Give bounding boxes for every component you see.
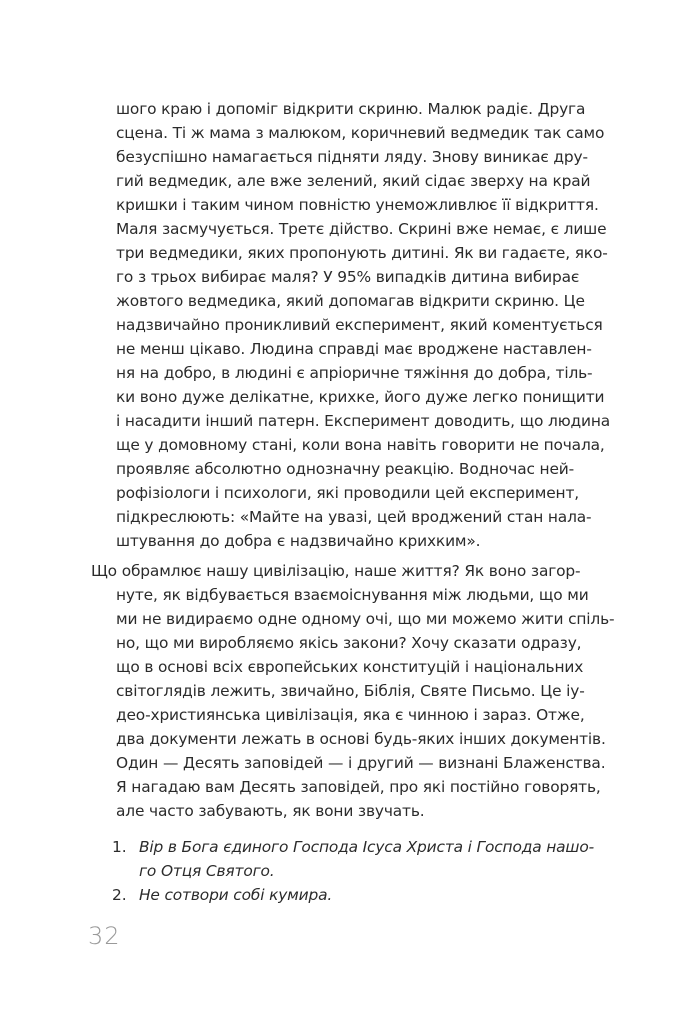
text-line: ки воно дуже делікатне, крихке, його дуже легко понищити <box>116 388 605 406</box>
text-line: штування до добра є надзвичайно крихким». <box>116 532 481 550</box>
text-line: но, що ми виробляємо якісь закони? Хочу сказати одразу, <box>116 634 582 652</box>
text-line: і насадити інший патерн. Експеримент доводить, що людина <box>116 412 611 430</box>
text-line: го з трьох вибирає маля? У 95% випадків дитина вибирає <box>116 268 580 286</box>
text-line: кришки і таким чином повністю унеможливлює її відкриття. <box>116 196 599 214</box>
text-line: світоглядів лежить, звичайно, Біблія, Святе Письмо. Це іу- <box>116 682 585 700</box>
text-line: підкреслюють: «Майте на увазі, цей вроджений стан нала- <box>116 508 592 526</box>
text-line: надзвичайно проникливий експеримент, який коментується <box>116 316 603 334</box>
text-line: ще у домовному стані, коли вона навіть говорити не почала, <box>116 436 605 454</box>
list-item-text: Вір в Бога єдиного Господа Ісуса Христа і Господа нашо- <box>139 838 595 856</box>
text-line: ня на добро, в людині є апріоричне тяжіння до добра, тіль- <box>116 364 593 382</box>
text-line: Маля засмучується. Третє дійство. Скрині вже немає, є лише <box>116 220 607 238</box>
text-line: ми не видираємо одне одному очі, що ми можемо жити спіль- <box>116 610 615 628</box>
text-line: проявляє абсолютно однозначну реакцію. Водночас ней- <box>116 460 575 478</box>
list-item-text: Не сотвори собі кумира. <box>139 886 333 904</box>
text-line: Один — Десять заповідей — і другий — визнані Блаженства. <box>116 754 606 772</box>
text-line: шого краю і допоміг відкрити скриню. Малюк радіє. Друга <box>116 100 586 118</box>
text-line: безуспішно намагається підняти ляду. Знову виникає дру- <box>116 148 588 166</box>
text-line: що в основі всіх європейських конституцій і національних <box>116 658 584 676</box>
text-line: гий ведмедик, але вже зелений, який сідає зверху на край <box>116 172 591 190</box>
list-item-number: 2. <box>112 886 127 904</box>
text-line: део-християнська цивілізація, яка є чинною і зараз. Отже, <box>116 706 585 724</box>
text-line: рофізіологи і психологи, які проводили цей експеримент, <box>116 484 580 502</box>
page-number: 32 <box>88 922 121 950</box>
list-item-text: го Отця Святого. <box>139 862 275 880</box>
text-line: нуте, як відбувається взаємоіснування між людьми, що ми <box>116 586 589 604</box>
text-line: три ведмедики, яких пропонують дитині. Як ви гадаєте, яко- <box>116 244 608 262</box>
list-item-number: 1. <box>112 838 127 856</box>
text-line: два документи лежать в основі будь-яких інших документів. <box>116 730 606 748</box>
text-line: але часто забувають, як вони звучать. <box>116 802 425 820</box>
text-line: жовтого ведмедика, який допомагав відкрити скриню. Це <box>116 292 585 310</box>
text-line: Я нагадаю вам Десять заповідей, про які постійно говорять, <box>116 778 601 796</box>
text-line: не менш цікаво. Людина справді має вроджене наставлен- <box>116 340 592 358</box>
text-line: сцена. Ті ж мама з малюком, коричневий ведмедик так само <box>116 124 605 142</box>
text-line: Що обрамлює нашу цивілізацію, наше життя? Як воно загор- <box>91 562 581 580</box>
